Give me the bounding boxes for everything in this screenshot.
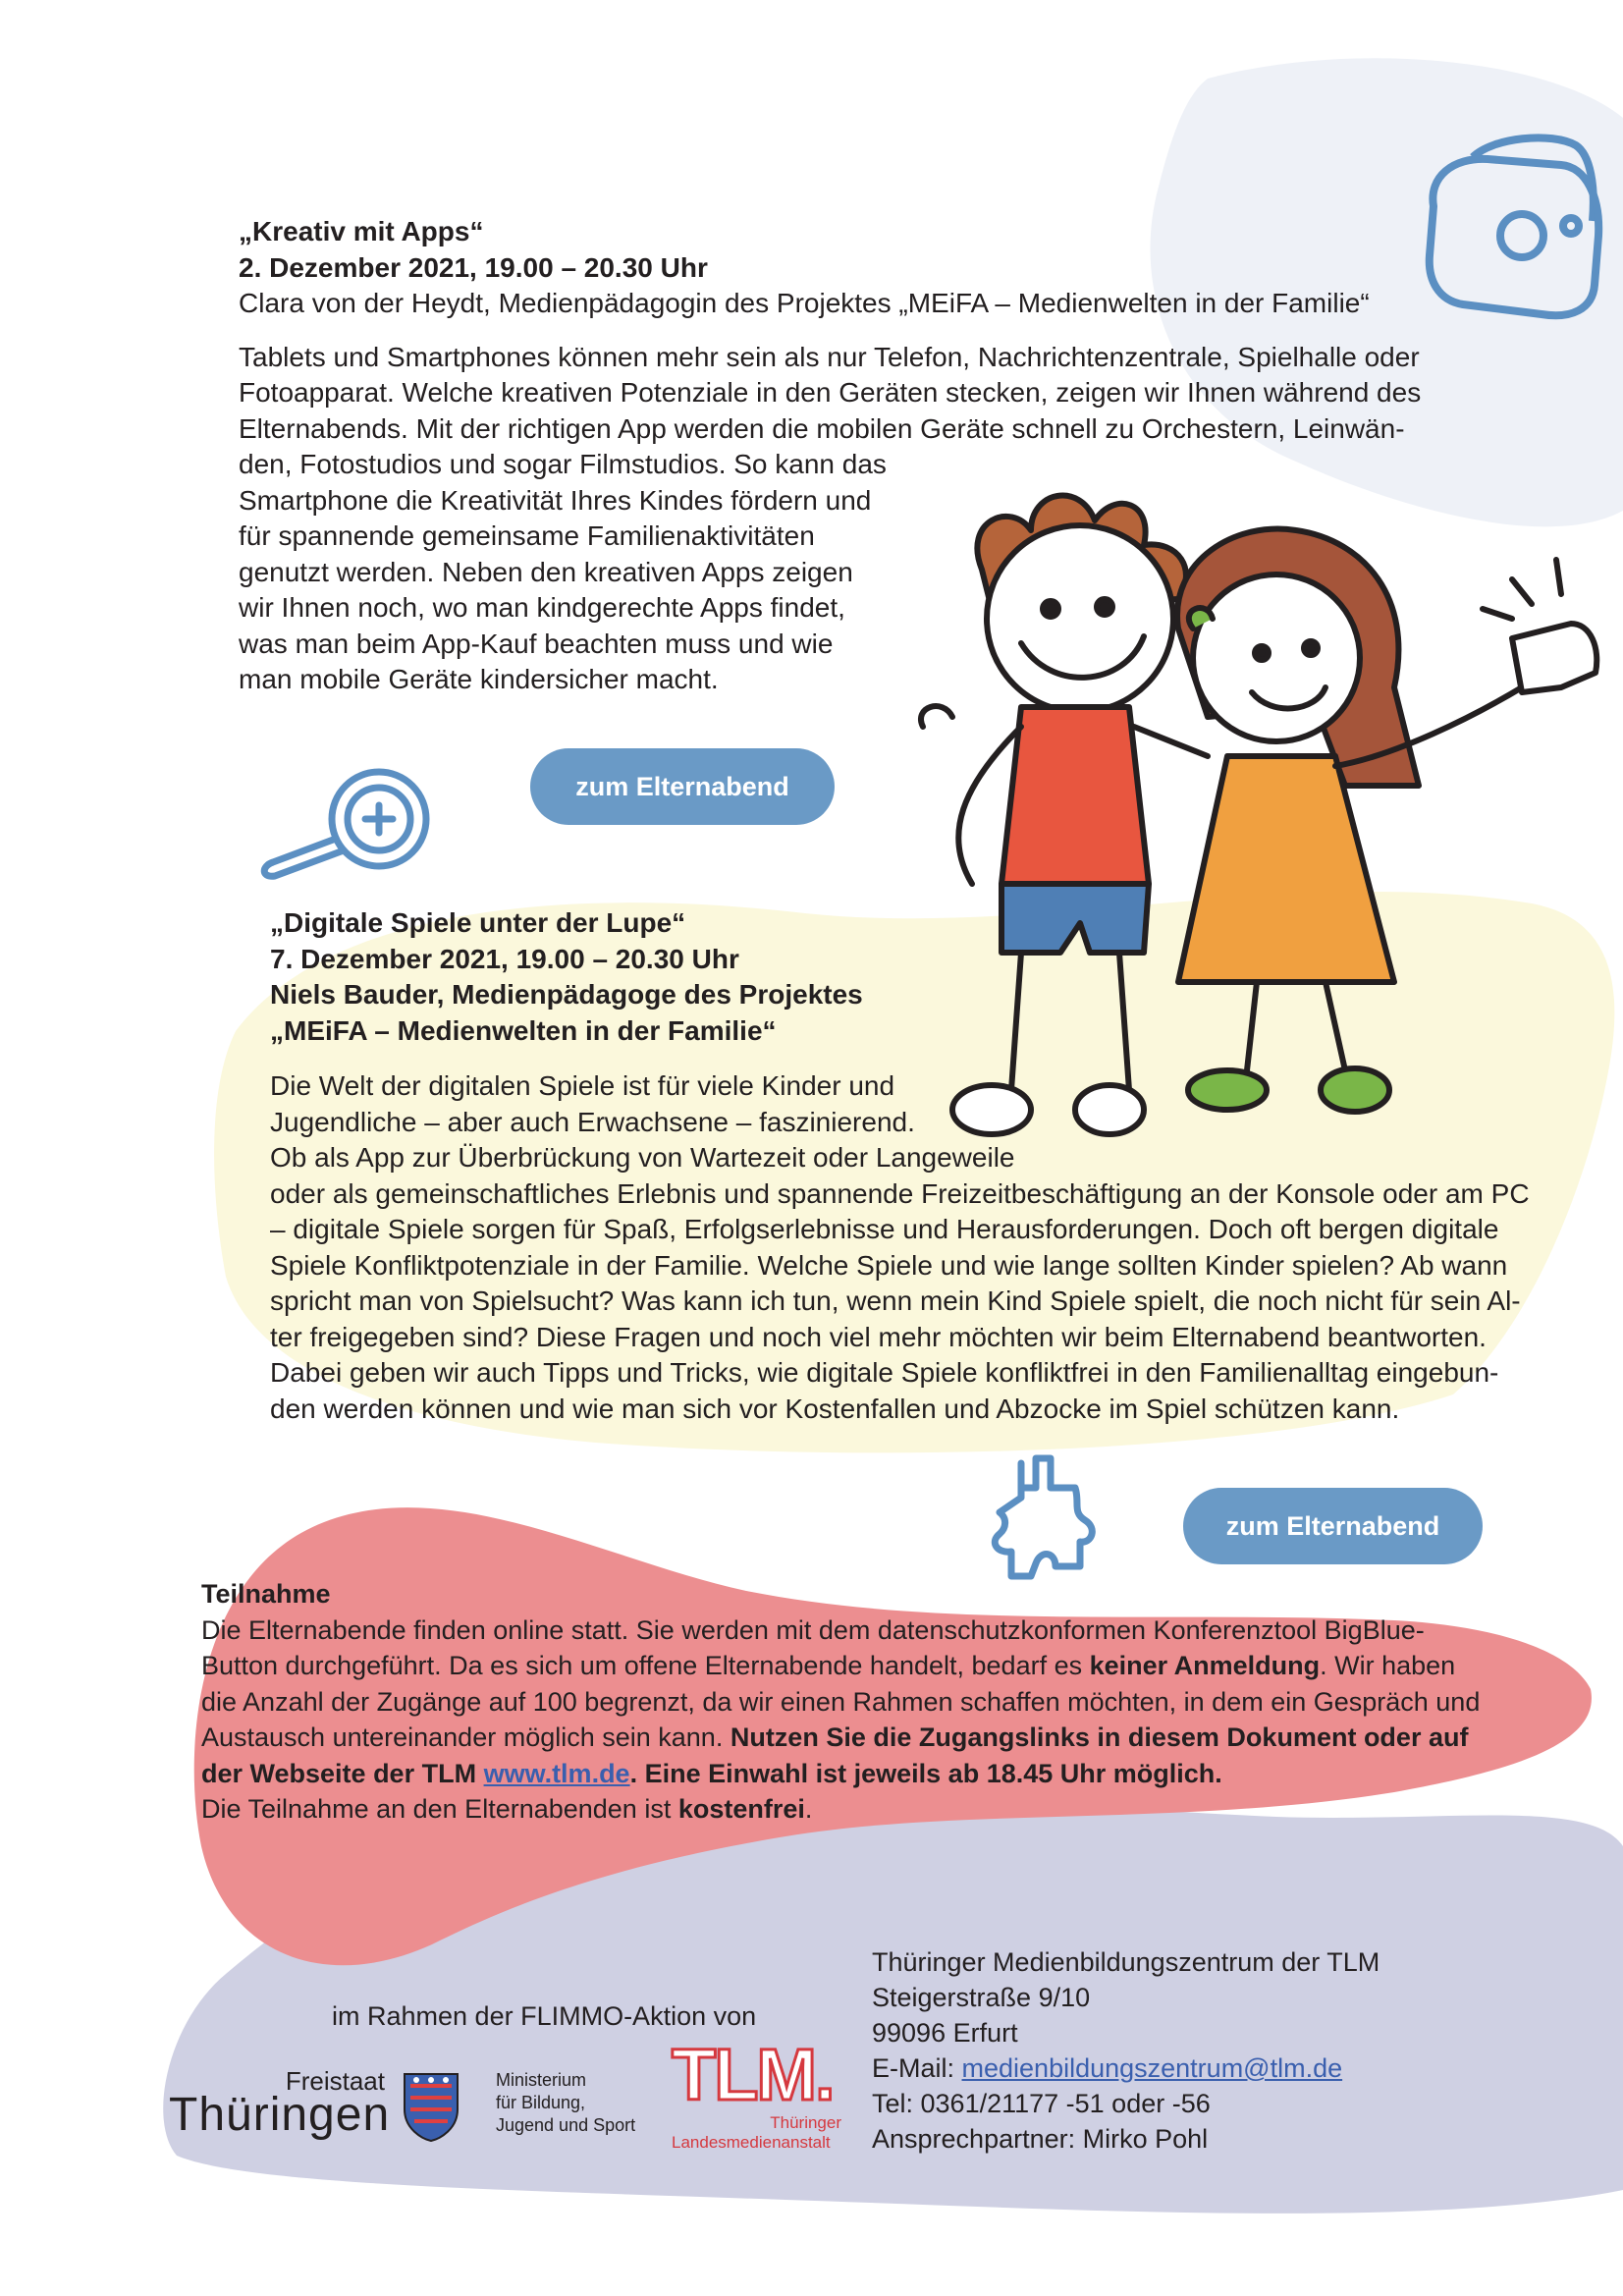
contact-tel: Tel: 0361/21177 -51 oder -56 xyxy=(872,2089,1211,2118)
teilnahme-text: Button durchgeführt. Da es sich um offene Elternabende handelt, bedarf es xyxy=(201,1651,1090,1680)
teilnahme-line: Die Elternabende finden online statt. Sie werden mit dem datenschutzkonformen Konferenztool BigBlue- xyxy=(201,1614,1425,1645)
section2-date: 7. Dezember 2021, 19.00 – 20.30 Uhr xyxy=(270,943,739,974)
elternabend-2-button[interactable]: zum Elternabend xyxy=(1183,1488,1483,1564)
section2-body-line: – digitale Spiele sorgen für Spaß, Erfolgserlebnisse und Herausforderungen. Doch oft bergen digitale xyxy=(270,1214,1499,1244)
tlm-thueringer-text: Thüringer xyxy=(770,2113,841,2132)
teilnahme-line xyxy=(201,1720,1596,1756)
section1-body-line: Elternabends. Mit der richtigen App werden die mobilen Geräte schnell zu Orchestern, Leinwän- xyxy=(239,412,1405,444)
section-kreativ xyxy=(239,214,1466,698)
ministry-line: Ministerium xyxy=(496,2070,587,2090)
ministry-line: für Bildung, xyxy=(496,2093,586,2112)
email-label: E-Mail: xyxy=(872,2053,962,2083)
kostenfrei-text: kostenfrei xyxy=(677,1794,805,1824)
tlm-logo-letters: TLM. xyxy=(672,2034,834,2115)
ministry-label xyxy=(496,2069,635,2137)
email-link[interactable]: medienbildungszentrum@tlm.de xyxy=(961,2053,1343,2083)
section1-date: 2. Dezember 2021, 19.00 – 20.30 Uhr xyxy=(239,251,708,283)
teilnahme-text: . Eine Einwahl ist jeweils ab 18.45 Uhr möglich. xyxy=(629,1758,1222,1788)
tlm-logo xyxy=(668,2034,849,2154)
teilnahme-text: der Webseite der TLM xyxy=(201,1758,484,1788)
contact-block xyxy=(872,1944,1380,2157)
teilnahme-text: Austausch untereinander möglich sein kann. xyxy=(201,1722,730,1752)
elternabend-1-button[interactable]: zum Elternabend xyxy=(530,748,835,825)
ministry-line: Jugend und Sport xyxy=(496,2115,636,2135)
teilnahme-text: Die Teilnahme an den Elternabenden ist xyxy=(201,1794,678,1824)
section1-body-line: man mobile Geräte kindersicher macht. xyxy=(239,664,719,694)
puzzle-piece-icon xyxy=(982,1444,1109,1581)
section-digitale-spiele xyxy=(270,905,1576,1427)
section2-body-line: den werden können und wie man sich vor Kostenfallen und Abzocke im Spiel schützen kann. xyxy=(270,1393,1400,1424)
section1-body-line: wir Ihnen noch, wo man kindgerechte Apps findet, xyxy=(239,592,845,623)
teilnahme-line xyxy=(201,1648,1596,1684)
section1-body-line: für spannende gemeinsame Familienaktivitäten xyxy=(239,520,815,551)
teilnahme-line xyxy=(201,1791,1596,1828)
freistaat-thueringen-logo xyxy=(169,2066,463,2145)
section2-speaker: Niels Bauder, Medienpädagoge des Projektes xyxy=(270,979,863,1010)
section2-speaker: „MEiFA – Medienwelten in der Familie“ xyxy=(270,1014,777,1046)
zugangslinks-text: Nutzen Sie die Zugangslinks in diesem Dokument oder auf xyxy=(730,1722,1469,1752)
section1-speaker: Clara von der Heydt, Medienpädagogin des Projektes „MEiFA – Medienwelten in der Familie“ xyxy=(239,288,1370,318)
teilnahme-heading: Teilnahme xyxy=(201,1579,331,1609)
section2-title: „Digitale Spiele unter der Lupe“ xyxy=(270,907,686,938)
section2-body-line: Dabei geben wir auch Tipps und Tricks, wie digitale Spiele konfliktfrei in den Familienalltag eingebun- xyxy=(270,1357,1499,1388)
section1-title: „Kreativ mit Apps“ xyxy=(239,216,484,246)
section2-body-line: oder als gemeinschaftliches Erlebnis und spannende Freizeitbeschäftigung an der Konsole oder am PC xyxy=(270,1177,1530,1209)
section2-body-line: Die Welt der digitalen Spiele ist für viele Kinder und xyxy=(270,1070,895,1101)
flimmo-caption: im Rahmen der FLIMMO-Aktion von xyxy=(332,2001,757,2031)
section1-body-line: Tablets und Smartphones können mehr sein als nur Telefon, Nachrichtenzentrale, Spielhalle oder xyxy=(239,341,1420,372)
section2-body-line: spricht man von Spielsucht? Was kann ich tun, wenn mein Kind Spiele spielt, die noch nicht für sein Al- xyxy=(270,1285,1521,1316)
section1-body-line: was man beim App-Kauf beachten muss und wie xyxy=(239,628,834,659)
contact-street: Steigerstraße 9/10 xyxy=(872,1983,1091,2012)
contact-org: Thüringer Medienbildungszentrum der TLM xyxy=(872,1947,1380,1977)
section1-body-line: genutzt werden. Neben den kreativen Apps zeigen xyxy=(239,556,853,587)
magnifier-plus-icon xyxy=(253,756,440,884)
teilnahme-text: . xyxy=(804,1794,813,1824)
thueringen-coat-of-arms-icon xyxy=(401,2070,461,2143)
section2-body-line: Spiele Konfliktpotenziale in der Familie. Welche Spiele und wie lange sollten Kinder spielen? Ab wann xyxy=(270,1249,1508,1281)
section2-body-line: ter freigegeben sind? Diese Fragen und noch viel mehr möchten wir beim Elternabend beantworten. xyxy=(270,1321,1487,1352)
section1-body-line: Fotoapparat. Welche kreativen Potenziale in den Geräten stecken, zeigen wir Ihnen während des xyxy=(239,377,1422,408)
section1-body-line: den, Fotostudios und sogar Filmstudios. So kann das xyxy=(239,449,887,479)
keine-anmeldung-text: keiner Anmeldung xyxy=(1089,1651,1321,1680)
section2-body-line: Ob als App zur Überbrückung von Wartezeit oder Langeweile xyxy=(270,1142,1015,1173)
tlm-landesmedienanstalt-text: Landesmedienanstalt xyxy=(672,2133,831,2152)
teilnahme-line xyxy=(201,1756,1596,1792)
section2-body-line: Jugendliche – aber auch Erwachsene – faszinierend. xyxy=(270,1106,915,1137)
contact-person: Ansprechpartner: Mirko Pohl xyxy=(872,2124,1209,2154)
logo-freistaat-text: Freistaat xyxy=(285,2066,385,2096)
teilnahme-text: . Wir haben xyxy=(1320,1651,1456,1680)
section1-body-line: Smartphone die Kreativität Ihres Kindes fördern und xyxy=(239,484,872,516)
logo-thueringen-text: Thüringen xyxy=(169,2089,391,2141)
contact-email-line xyxy=(872,2050,1380,2086)
section-teilnahme xyxy=(201,1576,1596,1828)
tlm-website-link[interactable]: www.tlm.de xyxy=(483,1758,630,1788)
contact-city: 99096 Erfurt xyxy=(872,2018,1018,2048)
teilnahme-line: die Anzahl der Zugänge auf 100 begrenzt, da wir einen Rahmen schaffen möchten, in dem ein Gespräch und xyxy=(201,1686,1481,1717)
